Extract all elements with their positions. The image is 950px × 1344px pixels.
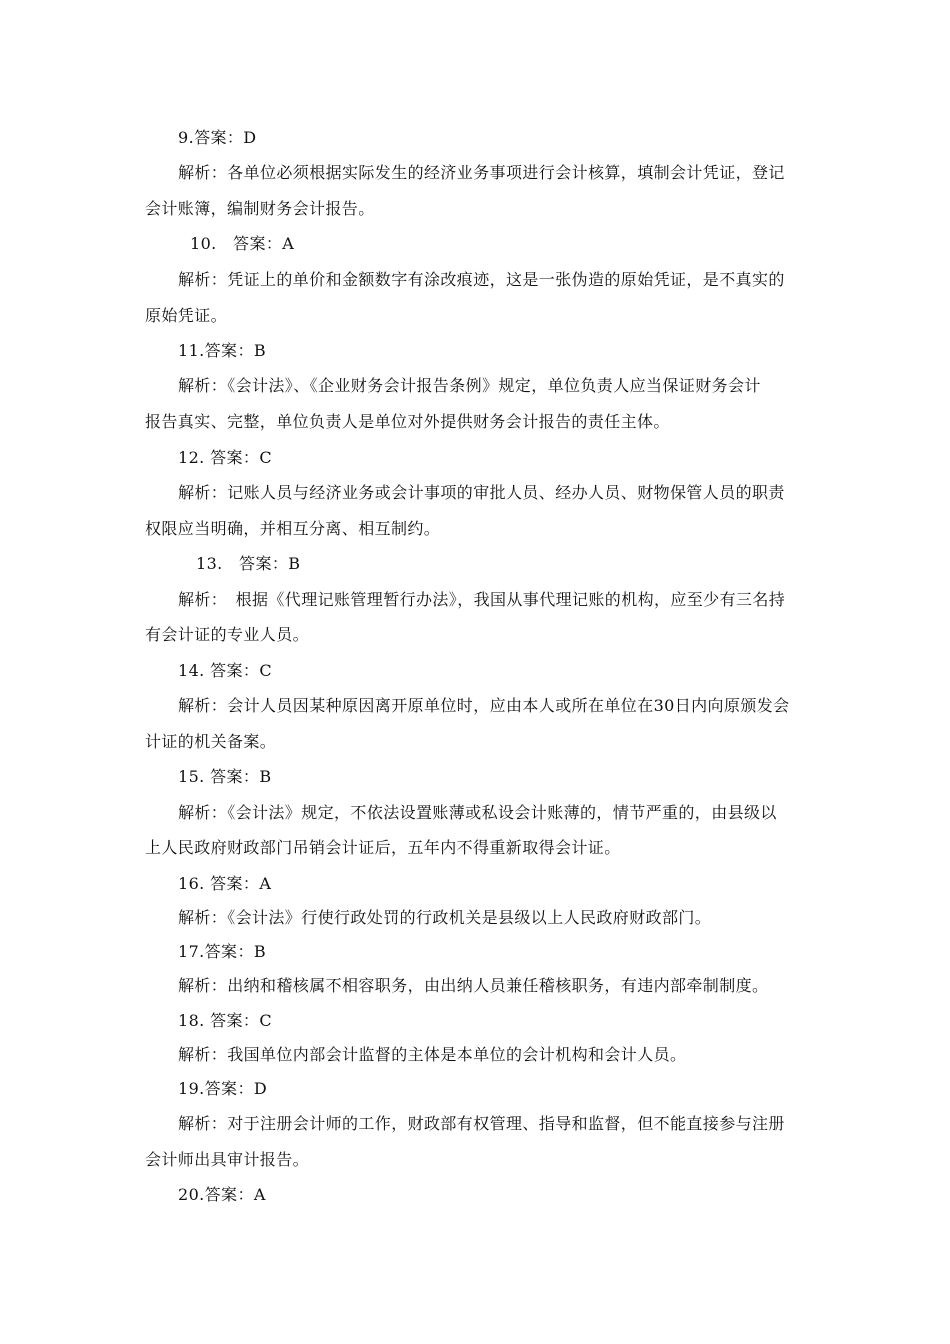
explanation-12-line-2: 权限应当明确，并相互分离、相互制约。 (145, 519, 441, 538)
answer-13: 13. 答案：B (196, 554, 301, 573)
explanation-14-line-2: 计证的机关备案。 (145, 732, 277, 751)
answer-9: 9.答案：D (178, 128, 257, 147)
explanation-11-line-2: 报告真实、完整，单位负责人是单位对外提供财务会计报告的责任主体。 (145, 412, 670, 431)
answer-11: 11.答案：B (178, 341, 267, 360)
explanation-11-line-1: 解析：《会计法》、《企业财务会计报告条例》规定，单位负责人应当保证财务会计 (178, 376, 761, 395)
explanation-14-line-1: 解析：会计人员因某种原因离开原单位时，应由本人或所在单位在30日内向原颁发会 (178, 696, 790, 715)
explanation-19-line-2: 会计师出具审计报告。 (145, 1150, 310, 1169)
answer-12: 12. 答案：C (178, 448, 272, 467)
answer-19: 19.答案：D (178, 1079, 268, 1098)
answer-20: 20.答案：A (178, 1185, 266, 1204)
explanation-18-line-1: 解析：我国单位内部会计监督的主体是本单位的会计机构和会计人员。 (178, 1045, 687, 1064)
answer-18: 18. 答案：C (178, 1011, 272, 1030)
explanation-15-line-2: 上人民政府财政部门吊销会计证后，五年内不得重新取得会计证。 (145, 838, 621, 857)
explanation-13-line-1: 解析： 根据《代理记账管理暂行办法》，我国从事代理记账的机构，应至少有三名持 (178, 590, 786, 609)
answer-14: 14. 答案：C (178, 661, 272, 680)
explanation-15-line-1: 解析：《会计法》规定，不依法设置账薄或私设会计账薄的，情节严重的，由县级以 (178, 803, 777, 822)
answer-16: 16. 答案：A (178, 874, 272, 893)
answer-15: 15. 答案：B (178, 767, 272, 786)
explanation-19-line-1: 解析：对于注册会计师的工作，财政部有权管理、指导和监督，但不能直接参与注册 (178, 1114, 785, 1133)
explanation-9-line-1: 解析：各单位必须根据实际发生的经济业务事项进行会计核算，填制会计凭证，登记 (178, 163, 785, 182)
explanation-12-line-1: 解析：记账人员与经济业务或会计事项的审批人员、经办人员、财物保管人员的职责 (178, 483, 785, 502)
explanation-9-line-2: 会计账簿，编制财务会计报告。 (145, 199, 375, 218)
explanation-16-line-1: 解析：《会计法》行使行政处罚的行政机关是县级以上人民政府财政部门。 (178, 908, 712, 927)
explanation-10-line-1: 解析：凭证上的单价和金额数字有涂改痕迹，这是一张伪造的原始凭证，是不真实的 (178, 270, 785, 289)
explanation-13-line-2: 有会计证的专业人员。 (145, 625, 310, 644)
explanation-17-line-1: 解析：出纳和稽核属不相容职务，由出纳人员兼任稽核职务，有违内部牵制制度。 (178, 976, 769, 995)
explanation-10-line-2: 原始凭证。 (145, 306, 228, 325)
answer-17: 17.答案：B (178, 942, 267, 961)
answer-10: 10. 答案：A (190, 234, 295, 253)
